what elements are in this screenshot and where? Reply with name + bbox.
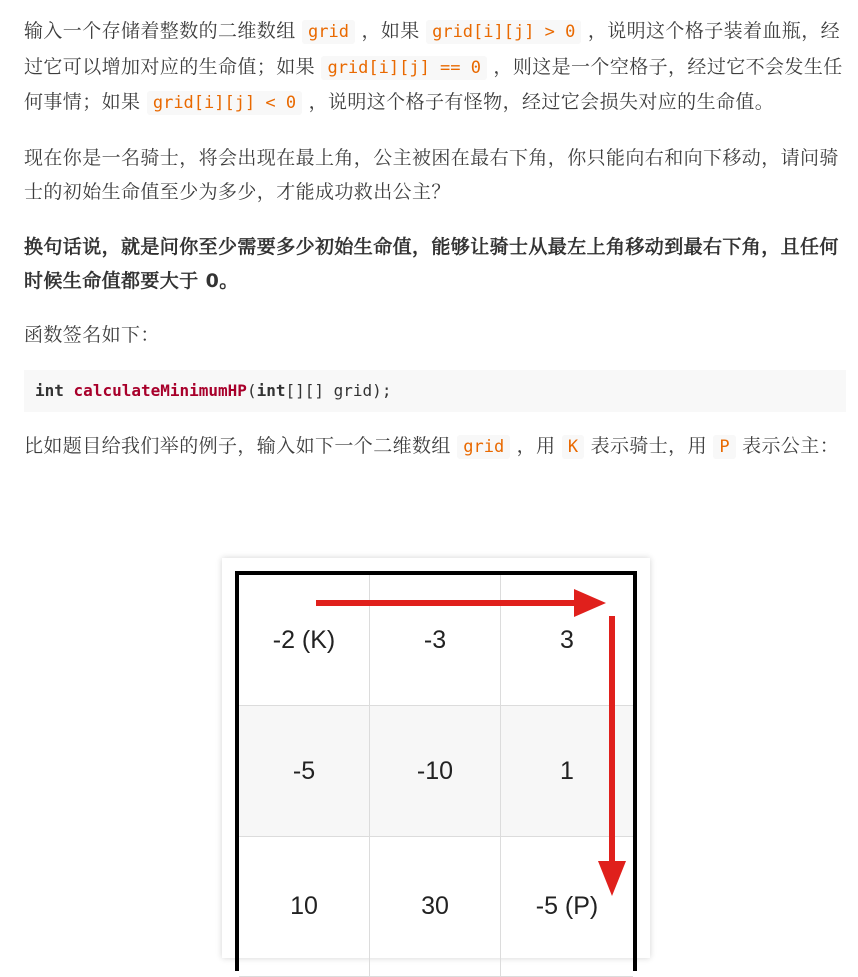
grid-cell: 1 (501, 706, 633, 837)
grid-cell: -2 (K) (239, 575, 370, 706)
text: 表示公主： (735, 435, 840, 457)
code-params: [][] grid); (285, 381, 392, 400)
grid-board (235, 571, 637, 971)
article-content (24, 8, 846, 465)
text: ，说明这个格子有怪物，经过它会损失对应的生命值。 (302, 91, 775, 113)
grid-cell: 30 (370, 837, 501, 977)
text: 输入一个存储着整数的二维数组 (24, 20, 303, 42)
grid-cell: -5 (P) (501, 837, 633, 977)
grid-cell: -3 (370, 575, 501, 706)
text: 表示骑士，用 (584, 435, 714, 457)
inline-code-zero: grid[i][j] == 0 (321, 56, 487, 80)
paragraph-bold-restatement: 换句话说，就是问你至少需要多少初始生命值，能够让骑士从最左上角移动到最右下角，且任何时候生命值都要大于 0。 (24, 235, 839, 292)
paragraph-problem-description (24, 14, 846, 121)
example-grid-figure (222, 558, 650, 958)
paragraph-signature-intro: 函数签名如下： (24, 323, 160, 346)
inline-code-grid: grid (302, 20, 355, 44)
text: ，用 (510, 435, 562, 457)
inline-code-grid: grid (457, 435, 510, 459)
grid-cell: 3 (501, 575, 633, 706)
text: 比如题目给我们举的例子，输入如下一个二维数组 (24, 435, 458, 457)
code-keyword: int (256, 381, 286, 400)
code-paren: ( (246, 381, 257, 400)
inline-code-p: P (713, 435, 735, 459)
grid-table (239, 575, 633, 977)
code-keyword: int (35, 381, 64, 400)
text: ，如果 (355, 20, 427, 42)
inline-code-positive: grid[i][j] > 0 (426, 20, 581, 44)
paragraph-example-intro (24, 429, 846, 465)
grid-cell: -5 (239, 706, 370, 837)
inline-code-negative: grid[i][j] < 0 (147, 91, 302, 115)
text: ，则这是一个空格子，经过它不会发生任何事情；如果 (24, 55, 843, 113)
grid-cell: -10 (370, 706, 501, 837)
paragraph-question: 现在你是一名骑士，将会出现在最上角，公主被困在最右下角，你只能向右和向下移动，请问骑士的初始生命值至少为多少，才能成功救出公主？ (24, 146, 839, 203)
grid-cell: 10 (239, 837, 370, 977)
text: ，说明这个格子装着血瓶，经过它可以增加对应的生命值；如果 (24, 20, 841, 78)
code-block-signature (24, 370, 846, 412)
code-function-name: calculateMinimumHP (73, 381, 247, 400)
inline-code-k: K (562, 435, 584, 459)
